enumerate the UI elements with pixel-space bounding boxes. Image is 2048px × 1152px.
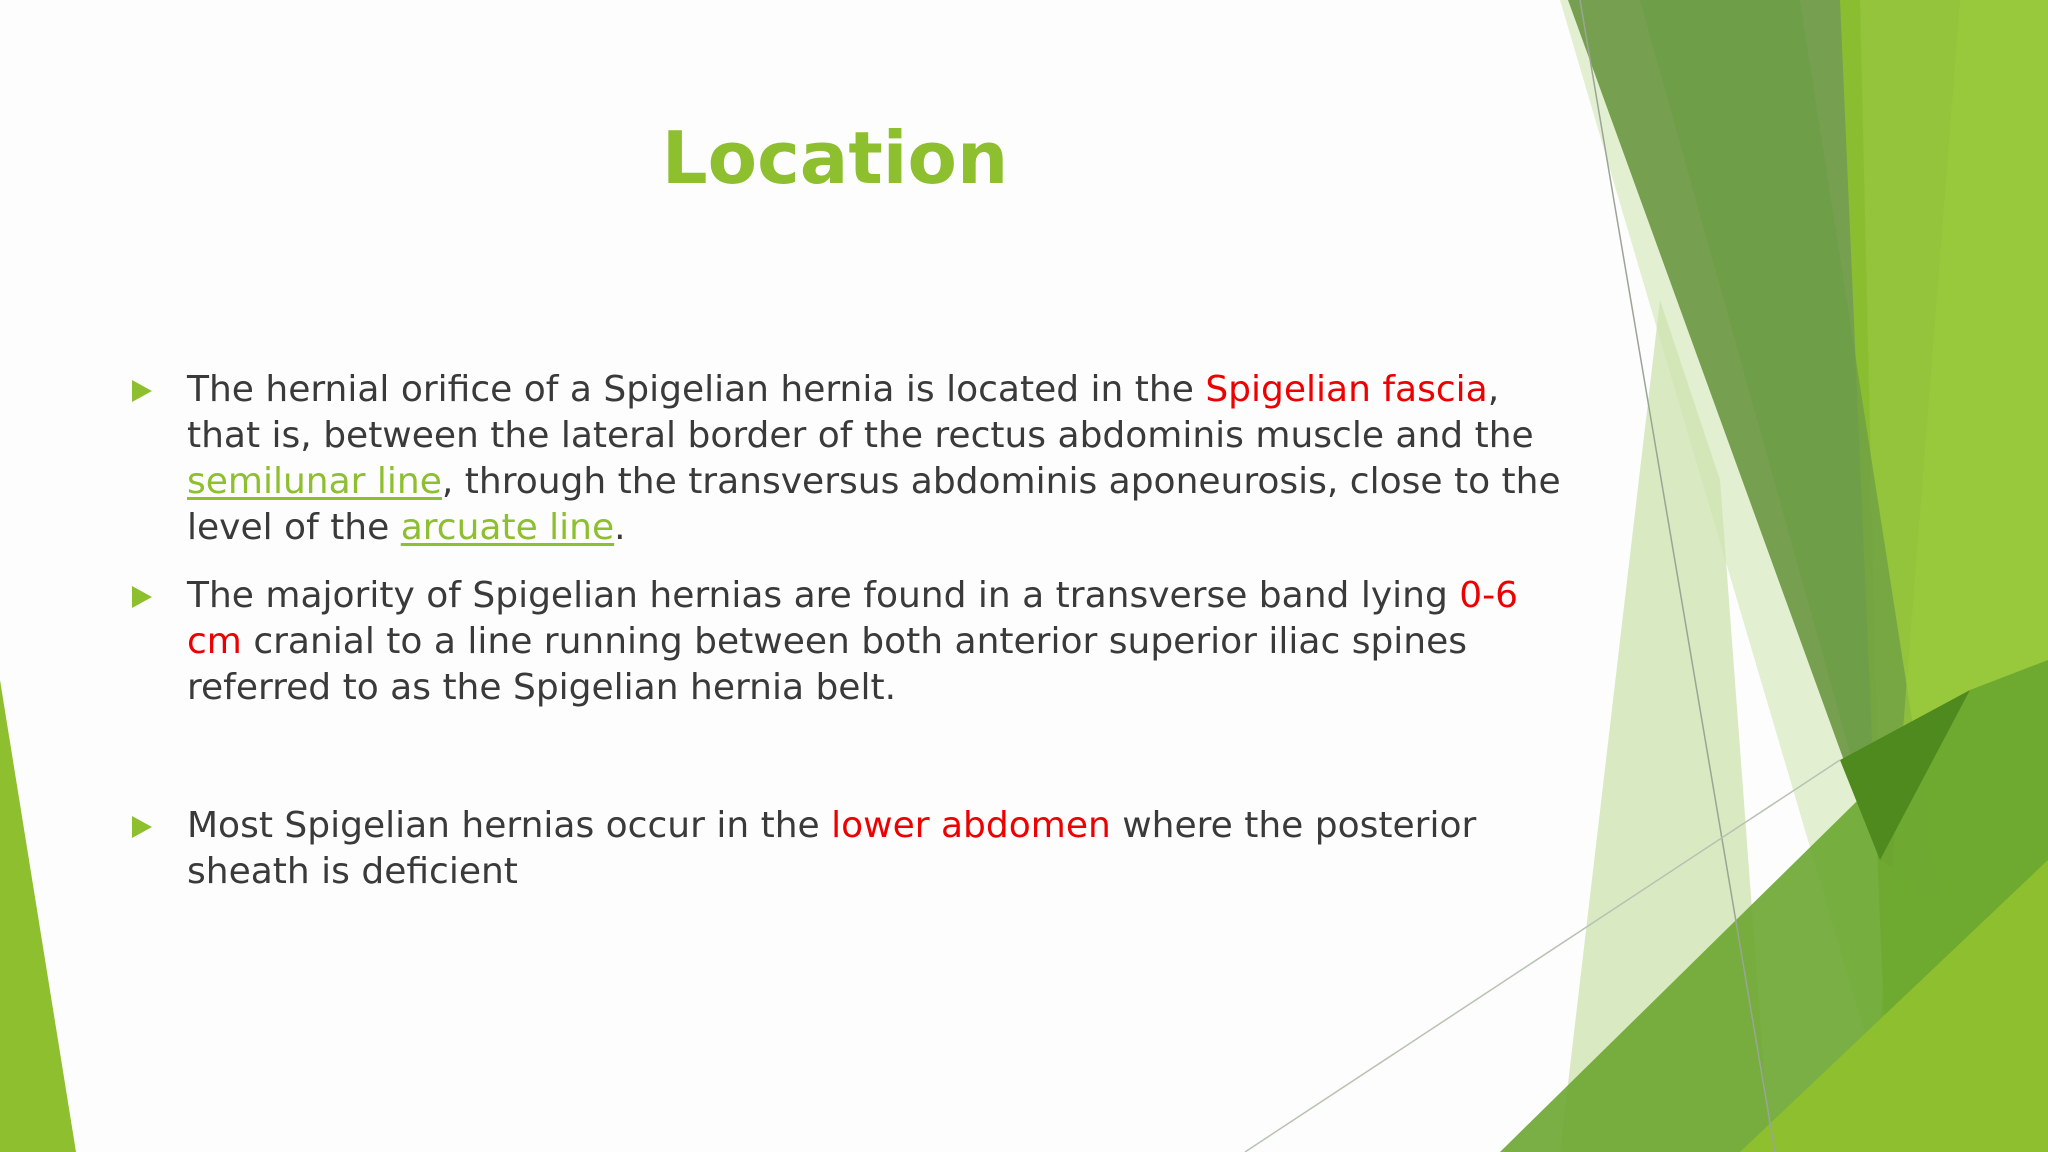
highlight-term: lower abdomen <box>831 805 1111 846</box>
triangle-right-icon <box>132 816 152 838</box>
semilunar-line-link[interactable]: semilunar line <box>187 461 442 502</box>
highlight-term: Spigelian fascia <box>1205 369 1488 410</box>
bullet-item <box>130 803 1570 895</box>
slide-title: Location <box>661 116 1009 200</box>
bullet-text: The hernial orifice of a Spigelian hernia is located in the <box>187 369 1206 410</box>
highlight-term: 0-6 cm <box>187 575 1519 662</box>
arcuate-line-link[interactable]: arcuate line <box>400 507 615 548</box>
triangle-right-icon <box>132 586 152 608</box>
bullet-item <box>130 573 1570 711</box>
bullet-text: , through the transversus abdominis aponeurosis, close to the level of the <box>187 461 1561 548</box>
bullet-text: cranial to a line running between both anterior superior iliac spines referred to as the Spigelian hernia belt. <box>187 621 1468 708</box>
bullet-text: where the posterior sheath is deficient <box>187 805 1477 892</box>
bullet-text: The majority of Spigelian hernias are found in a transverse band lying <box>187 575 1460 616</box>
triangle-right-icon <box>132 380 152 402</box>
bullet-text: , that is, between the lateral border of the rectus abdominis muscle and the <box>187 369 1534 456</box>
bullet-item <box>130 367 1570 551</box>
bullet-text: Most Spigelian hernias occur in the <box>187 805 832 846</box>
bullet-text: . <box>614 507 626 548</box>
bullet-list <box>130 367 1570 895</box>
left-green-sliver <box>0 680 76 1152</box>
